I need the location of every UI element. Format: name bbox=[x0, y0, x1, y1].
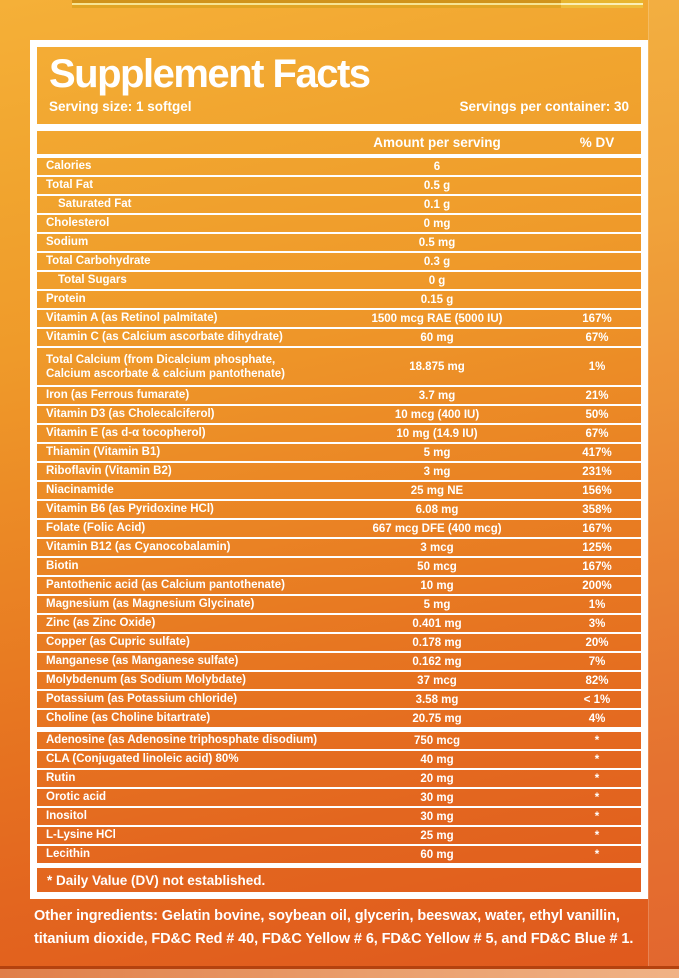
row-nutrient-name: Zinc (as Zinc Oxide) bbox=[46, 617, 156, 629]
row-daily-value: 417% bbox=[582, 446, 612, 459]
row-nutrient-name: Vitamin C (as Calcium ascorbate dihydrate) bbox=[46, 331, 283, 343]
row-daily-value: 67% bbox=[585, 427, 609, 440]
table-row bbox=[37, 425, 641, 444]
panel-header bbox=[37, 47, 641, 124]
row-nutrient-name: CLA (Conjugated linoleic acid) 80% bbox=[46, 753, 239, 765]
row-nutrient-name: Vitamin B6 (as Pyridoxine HCl) bbox=[46, 503, 214, 515]
row-amount: 667 mcg DFE (400 mcg) bbox=[372, 522, 502, 535]
table-row bbox=[37, 196, 641, 215]
package-top-edge-highlight bbox=[561, 0, 643, 8]
row-daily-value: 50% bbox=[585, 408, 609, 421]
table-row bbox=[37, 615, 641, 634]
panel-title: Supplement Facts bbox=[49, 52, 370, 96]
row-nutrient-name: Cholesterol bbox=[46, 217, 110, 229]
package-bottom-edge-light bbox=[0, 969, 679, 978]
table-row bbox=[37, 770, 641, 789]
row-daily-value: * bbox=[594, 829, 600, 842]
row-nutrient-name: Iron (as Ferrous fumarate) bbox=[46, 389, 190, 401]
row-daily-value: 1% bbox=[588, 360, 606, 373]
table-row bbox=[37, 177, 641, 196]
row-amount: 60 mg bbox=[420, 848, 454, 861]
row-nutrient-name: Copper (as Cupric sulfate) bbox=[46, 636, 190, 648]
table-row bbox=[37, 444, 641, 463]
table-row bbox=[37, 789, 641, 808]
row-amount: 1500 mcg RAE (5000 IU) bbox=[371, 312, 503, 325]
row-nutrient-name: Vitamin E (as d-α tocopherol) bbox=[46, 427, 206, 439]
row-daily-value: * bbox=[594, 734, 600, 747]
table-row bbox=[37, 520, 641, 539]
row-daily-value: 4% bbox=[588, 712, 606, 725]
row-nutrient-name: Inositol bbox=[46, 810, 87, 822]
row-daily-value: * bbox=[594, 772, 600, 785]
row-nutrient-name: Manganese (as Manganese sulfate) bbox=[46, 655, 239, 667]
servings-per-container-label: Servings per container: 30 bbox=[459, 99, 629, 114]
table-row bbox=[37, 846, 641, 863]
table-row bbox=[37, 539, 641, 558]
row-nutrient-name: Total Calcium (from Dicalcium phosphate, Calcium ascorbate & calcium pantothenate) bbox=[46, 353, 286, 380]
table-row bbox=[37, 577, 641, 596]
row-nutrient-name: Saturated Fat bbox=[58, 198, 132, 210]
row-nutrient-name: Adenosine (as Adenosine triphosphate disodium) bbox=[46, 734, 318, 746]
row-daily-value: 7% bbox=[588, 655, 606, 668]
row-daily-value: 167% bbox=[582, 560, 612, 573]
package-side-face bbox=[648, 0, 679, 978]
facts-rows bbox=[37, 158, 641, 863]
row-nutrient-name: Calories bbox=[46, 160, 92, 172]
row-amount: 10 mg (14.9 IU) bbox=[396, 427, 478, 440]
row-amount: 0.401 mg bbox=[412, 617, 462, 630]
serving-size-label: Serving size: 1 softgel bbox=[49, 99, 192, 114]
table-row bbox=[37, 710, 641, 729]
row-nutrient-name: Total Sugars bbox=[58, 274, 127, 286]
row-nutrient-name: Vitamin D3 (as Cholecalciferol) bbox=[46, 408, 215, 420]
row-nutrient-name: Pantothenic acid (as Calcium pantothenate) bbox=[46, 579, 285, 591]
row-nutrient-name: Sodium bbox=[46, 236, 89, 248]
table-row bbox=[37, 729, 641, 751]
row-daily-value: * bbox=[594, 810, 600, 823]
row-nutrient-name: Vitamin A (as Retinol palmitate) bbox=[46, 312, 218, 324]
row-amount: 25 mg NE bbox=[410, 484, 464, 497]
row-nutrient-name: Folate (Folic Acid) bbox=[46, 522, 146, 534]
row-amount: 3.7 mg bbox=[418, 389, 456, 402]
row-amount: 5 mg bbox=[423, 446, 451, 459]
other-ingredients bbox=[34, 905, 666, 951]
row-nutrient-name: Lecithin bbox=[46, 848, 91, 860]
table-row bbox=[37, 253, 641, 272]
row-amount: 18.875 mg bbox=[409, 360, 465, 373]
row-amount: 0 mg bbox=[423, 217, 451, 230]
row-nutrient-name: Protein bbox=[46, 293, 86, 305]
other-ingredients-line1: Other ingredients: Gelatin bovine, soybean oil, glycerin, beeswax, water, ethyl vanillin, bbox=[34, 908, 620, 924]
row-amount: 0.1 g bbox=[423, 198, 451, 211]
table-row bbox=[37, 310, 641, 329]
row-amount: 40 mg bbox=[420, 753, 454, 766]
row-amount: 30 mg bbox=[420, 791, 454, 804]
row-daily-value: 167% bbox=[582, 522, 612, 535]
row-daily-value: 156% bbox=[582, 484, 612, 497]
row-amount: 10 mg bbox=[420, 579, 454, 592]
table-row bbox=[37, 751, 641, 770]
row-amount: 750 mcg bbox=[413, 734, 461, 747]
row-amount: 5 mg bbox=[423, 598, 451, 611]
row-amount: 30 mg bbox=[420, 810, 454, 823]
row-amount: 3.58 mg bbox=[415, 693, 459, 706]
row-nutrient-name: Vitamin B12 (as Cyanocobalamin) bbox=[46, 541, 231, 553]
row-nutrient-name: Niacinamide bbox=[46, 484, 114, 496]
row-nutrient-name: Choline (as Choline bitartrate) bbox=[46, 712, 211, 724]
table-row bbox=[37, 463, 641, 482]
row-amount: 0 g bbox=[428, 274, 446, 287]
row-nutrient-name: Thiamin (Vitamin B1) bbox=[46, 446, 161, 458]
row-nutrient-name: L-Lysine HCl bbox=[46, 829, 116, 841]
row-amount: 3 mcg bbox=[420, 541, 454, 554]
row-amount: 0.178 mg bbox=[412, 636, 462, 649]
row-amount: 0.5 g bbox=[423, 179, 451, 192]
row-amount: 0.5 mg bbox=[418, 236, 456, 249]
row-amount: 25 mg bbox=[420, 829, 454, 842]
table-row bbox=[37, 348, 641, 387]
row-daily-value: < 1% bbox=[583, 693, 611, 706]
table-row bbox=[37, 558, 641, 577]
dv-footnote: * Daily Value (DV) not established. bbox=[47, 872, 266, 888]
row-nutrient-name: Total Carbohydrate bbox=[46, 255, 151, 267]
table-row bbox=[37, 329, 641, 348]
row-nutrient-name: Total Fat bbox=[46, 179, 94, 191]
row-daily-value: 358% bbox=[582, 503, 612, 516]
other-ingredients-line2: titanium dioxide, FD&C Red # 40, FD&C Yellow # 6, FD&C Yellow # 5, and FD&C Blue # 1. bbox=[34, 931, 634, 947]
table-row bbox=[37, 482, 641, 501]
row-nutrient-name: Riboflavin (Vitamin B2) bbox=[46, 465, 172, 477]
supplement-facts-panel bbox=[30, 40, 648, 899]
table-row bbox=[37, 272, 641, 291]
column-header-row bbox=[37, 131, 641, 154]
row-amount: 3 mg bbox=[423, 465, 451, 478]
table-row bbox=[37, 291, 641, 310]
row-nutrient-name: Magnesium (as Magnesium Glycinate) bbox=[46, 598, 255, 610]
row-daily-value: 20% bbox=[585, 636, 609, 649]
row-nutrient-name: Potassium (as Potassium chloride) bbox=[46, 693, 238, 705]
column-header-amount: Amount per serving bbox=[373, 135, 501, 150]
table-row bbox=[37, 406, 641, 425]
table-row bbox=[37, 501, 641, 520]
row-daily-value: 167% bbox=[582, 312, 612, 325]
table-row bbox=[37, 808, 641, 827]
row-amount: 6 bbox=[433, 160, 441, 173]
row-amount: 6.08 mg bbox=[415, 503, 459, 516]
row-amount: 60 mg bbox=[420, 331, 454, 344]
divider-thick bbox=[37, 124, 641, 131]
row-amount: 20 mg bbox=[420, 772, 454, 785]
row-daily-value: 1% bbox=[588, 598, 606, 611]
row-nutrient-name: Biotin bbox=[46, 560, 79, 572]
table-row bbox=[37, 691, 641, 710]
row-daily-value: * bbox=[594, 753, 600, 766]
table-row bbox=[37, 234, 641, 253]
row-amount: 50 mcg bbox=[417, 560, 457, 573]
row-nutrient-name: Orotic acid bbox=[46, 791, 107, 803]
table-row bbox=[37, 215, 641, 234]
row-daily-value: 21% bbox=[585, 389, 609, 402]
row-daily-value: 67% bbox=[585, 331, 609, 344]
row-amount: 0.3 g bbox=[423, 255, 451, 268]
row-amount: 0.162 mg bbox=[412, 655, 462, 668]
row-daily-value: 82% bbox=[585, 674, 609, 687]
table-row bbox=[37, 672, 641, 691]
table-row bbox=[37, 827, 641, 846]
table-row bbox=[37, 653, 641, 672]
row-daily-value: 231% bbox=[582, 465, 612, 478]
package-top-edge bbox=[72, 0, 643, 8]
row-daily-value: 3% bbox=[588, 617, 606, 630]
row-daily-value: 125% bbox=[582, 541, 612, 554]
row-amount: 20.75 mg bbox=[412, 712, 462, 725]
row-amount: 0.15 g bbox=[420, 293, 454, 306]
row-daily-value: * bbox=[594, 848, 600, 861]
row-nutrient-name: Molybdenum (as Sodium Molybdate) bbox=[46, 674, 246, 686]
table-row bbox=[37, 158, 641, 177]
row-daily-value: 200% bbox=[582, 579, 612, 592]
row-amount: 10 mcg (400 IU) bbox=[394, 408, 480, 421]
package-bottom-edge bbox=[0, 966, 679, 978]
table-row bbox=[37, 634, 641, 653]
table-row bbox=[37, 387, 641, 406]
table-row bbox=[37, 596, 641, 615]
serving-info-row bbox=[49, 98, 629, 116]
row-daily-value: * bbox=[594, 791, 600, 804]
row-amount: 37 mcg bbox=[417, 674, 457, 687]
column-header-dv: % DV bbox=[579, 135, 615, 150]
row-nutrient-name: Rutin bbox=[46, 772, 76, 784]
